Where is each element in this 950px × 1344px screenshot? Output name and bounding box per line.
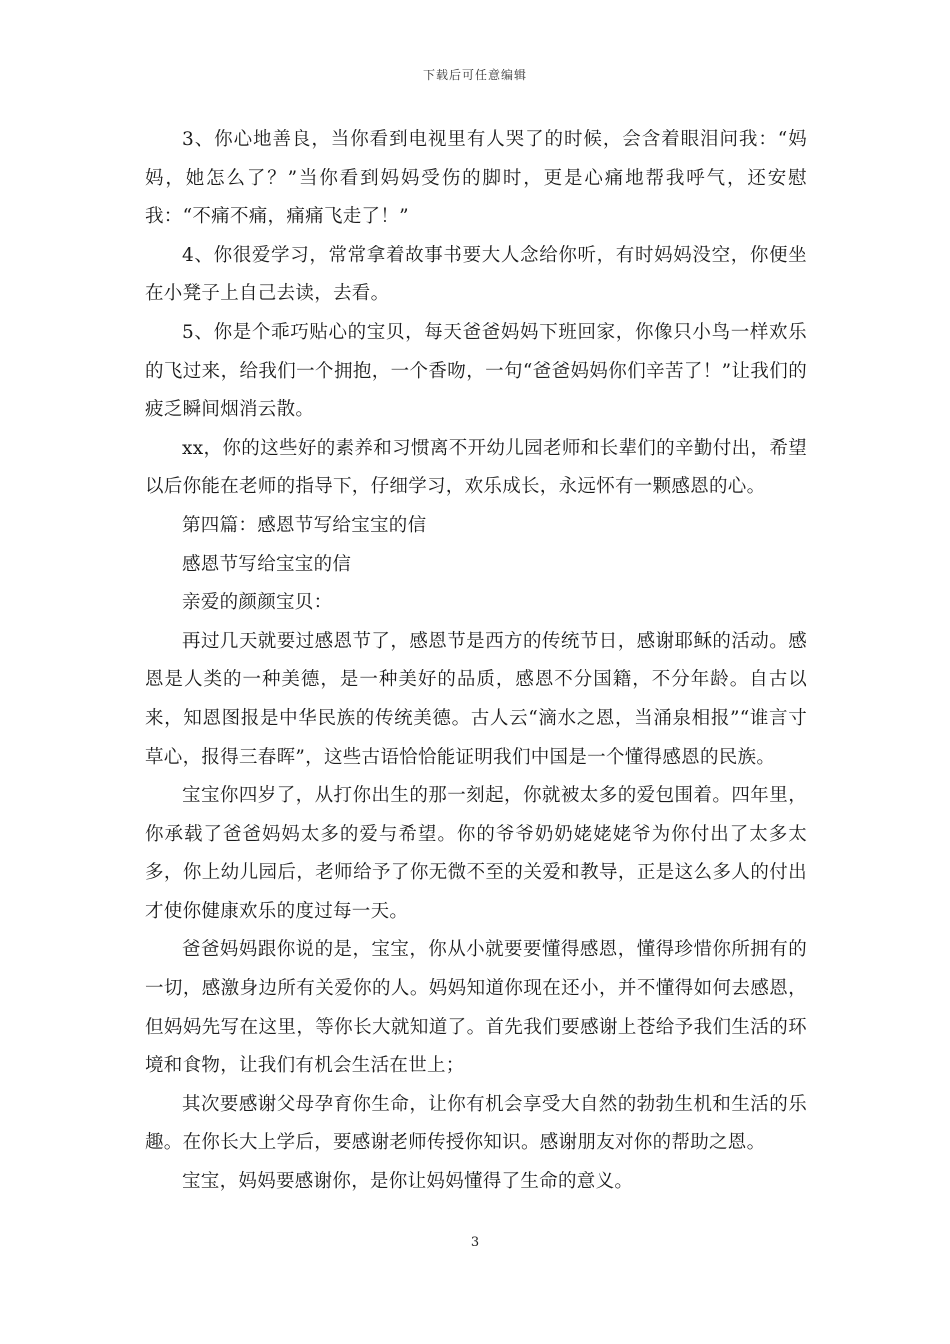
letter-title: 感恩节写给宝宝的信 — [182, 553, 352, 575]
letter-paragraph: 再过几天就要过感恩节了，感恩节是西方的传统节日，感谢耶稣的活动。感恩是人类的一种美德，是一种美好的品质，感恩不分国籍，不分年龄。自古以来，知恩图报是中华民族的传统美德。古人云“滴水之恩，当涌泉相报”“谁言寸草心，报得三春晖”，这些古语恰恰能证明我们中国是一个懂得感恩的民族。 — [145, 630, 807, 768]
letter-paragraph: 宝宝，妈妈要感谢你，是你让妈妈懂得了生命的意义。 — [182, 1171, 634, 1193]
paragraph-closing: xx，你的这些好的素养和习惯离不开幼儿园老师和长辈们的辛勤付出，希望以后你能在老师的指导下，仔细学习，欢乐成长，永远怀有一颗感恩的心。 — [145, 437, 807, 498]
paragraph-item-3: 3、你心地善良，当你看到电视里有人哭了的时候，会含着眼泪问我：“妈妈，她怎么了？”当你看到妈妈受伤的脚时，更是心痛地帮我呼气，还安慰我：“不痛不痛，痛痛飞走了！” — [145, 129, 807, 228]
section-heading: 第四篇：感恩节写给宝宝的信 — [182, 514, 427, 536]
paragraph-item-5: 5、你是个乖巧贴心的宝贝，每天爸爸妈妈下班回家，你像只小鸟一样欢乐的飞过来，给我们一个拥抱，一个香吻，一句“爸爸妈妈你们辛苦了！”让我们的疲乏瞬间烟消云散。 — [145, 321, 807, 421]
page-header: 下载后可任意编辑 — [422, 68, 527, 82]
letter-salutation: 亲爱的颜颜宝贝： — [182, 592, 333, 614]
letter-paragraph: 爸爸妈妈跟你说的是，宝宝，你从小就要要懂得感恩，懂得珍惜你所拥有的一切，感激身边所有关爱你的人。妈妈知道你现在还小，并不懂得如何去感恩，但妈妈先写在这里，等你长大就知道了。首先我们要感谢上苍给予我们生活的环境和食物，让我们有机会生活在世上； — [145, 939, 807, 1077]
page-number: 3 — [470, 1235, 480, 1250]
letter-paragraph: 其次要感谢父母孕育你生命，让你有机会享受大自然的勃勃生机和生活的乐趣。在你长大上学后，要感谢老师传授你知识。感谢朋友对你的帮助之恩。 — [145, 1093, 807, 1154]
letter-paragraph: 宝宝你四岁了，从打你出生的那一刻起，你就被太多的爱包围着。四年里，你承载了爸爸妈妈太多的爱与希望。你的爷爷奶奶姥姥姥爷为你付出了太多太多，你上幼儿园后，老师给予了你无微不至的关爱和教导，正是这么多人的付出才使你健康欢乐的度过每一天。 — [145, 785, 807, 922]
paragraph-item-4: 4、你很爱学习，常常拿着故事书要大人念给你听，有时妈妈没空，你便坐在小凳子上自己去读，去看。 — [145, 244, 807, 305]
document-body — [145, 121, 807, 1202]
